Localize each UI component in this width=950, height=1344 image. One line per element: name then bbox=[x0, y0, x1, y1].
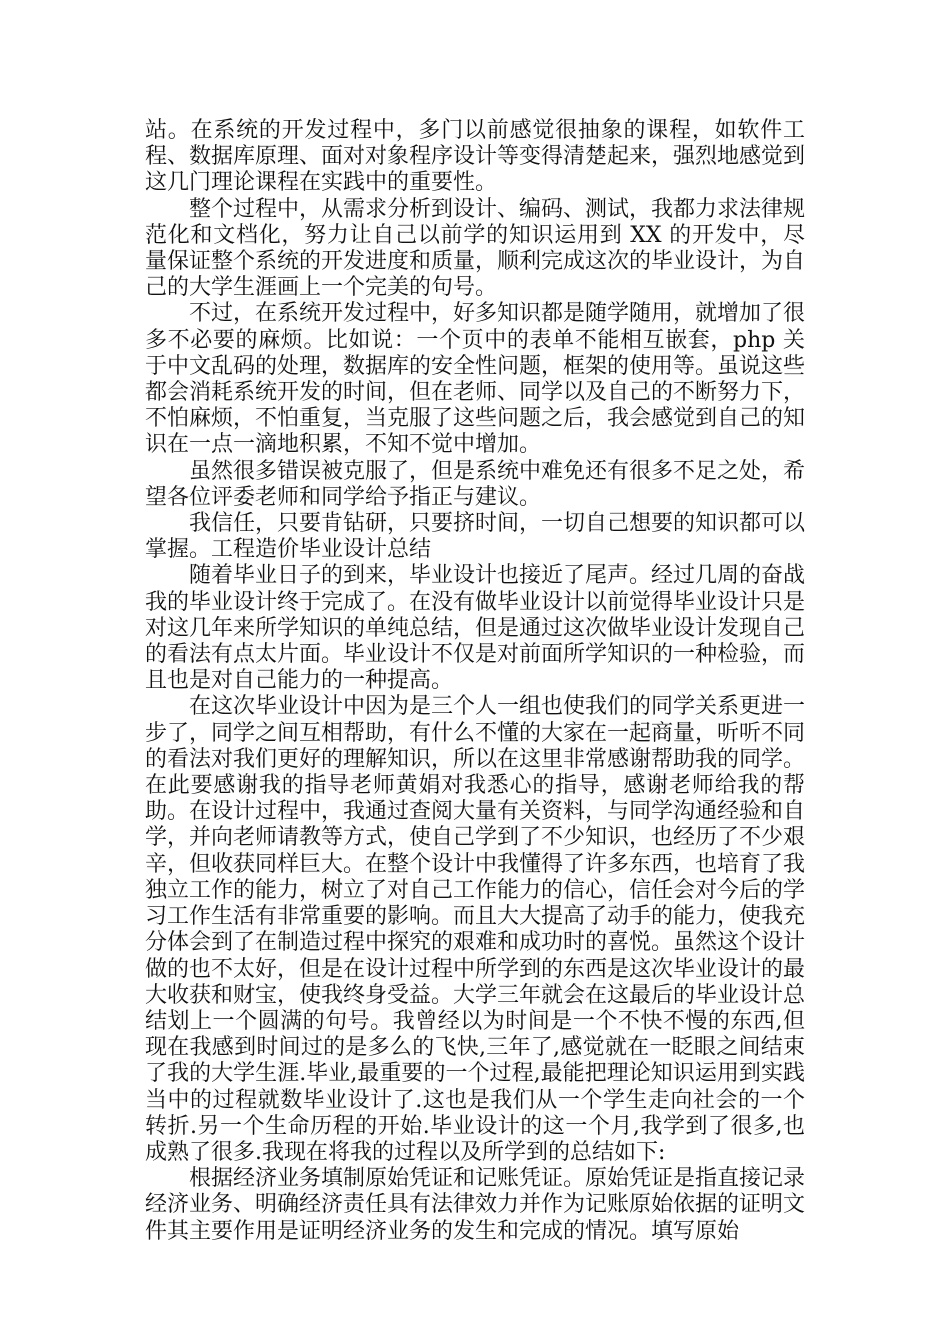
document-body bbox=[145, 118, 805, 1245]
paragraph-5: 我信任，只要肯钻研，只要挤时间，一切自己想要的知识都可以掌握。工程造价毕业设计总结 bbox=[145, 511, 806, 563]
paragraph-6: 随着毕业日子的到来，毕业设计也接近了尾声。经过几周的奋战我的毕业设计终于完成了。在没有做毕业设计以前觉得毕业设计只是对这几年来所学知识的单纯总结，但是通过这次做毕业设计发现自己的看法有点太片面。毕业设计不仅是对前面所学知识的一种检验，而且也是对自己能力的一种提高。 bbox=[145, 563, 806, 694]
paragraph-7: 在这次毕业设计中因为是三个人一组也使我们的同学关系更进一步了，同学之间互相帮助，有什么不懂的大家在一起商量，听听不同的看法对我们更好的理解知识，所以在这里非常感谢帮助我的同学。在此要感谢我的指导老师黄娟对我悉心的指导，感谢老师给我的帮助。在设计过程中，我通过查阅大量有关资料，与同学沟通经验和自学，并向老师请教等方式，使自己学到了不少知识，也经历了不少艰辛，但收获同样巨大。在整个设计中我懂得了许多东西，也培育了我独立工作的能力，树立了对自己工作能力的信心，信任会对今后的学习工作生活有非常重要的影响。而且大大提高了动手的能力，使我充分体会到了在制造过程中探究的艰难和成功时的喜悦。虽然这个设计做的也不太好，但是在设计过程中所学到的东西是这次毕业设计的最大收获和财宝，使我终身受益。大学三年就会在这最后的毕业设计总结划上一个圆满的句号。我曾经以为时间是一个不快不慢的东西,但现在我感到时间过的是多么的飞快,三年了,感觉就在一眨眼之间结束了我的大学生涯.毕业,最重要的一个过程,最能把理论知识运用到实践当中的过程就数毕业设计了.这也是我们从一个学生走向社会的一个转折.另一个生命历程的开始.毕业设计的这一个月,我学到了很多,也成熟了很多.我现在将我的过程以及所学到的总结如下: bbox=[145, 694, 806, 1165]
paragraph-8: 根据经济业务填制原始凭证和记账凭证。原始凭证是指直接记录经济业务、明确经济责任具有法律效力并作为记账原始依据的证明文件其主要作用是证明经济业务的发生和完成的情况。填写原始 bbox=[145, 1166, 806, 1244]
paragraph-3: 不过，在系统开发过程中，好多知识都是随学随用，就增加了很多不必要的麻烦。比如说：一个页中的表单不能相互嵌套，php 关于中文乱码的处理，数据库的安全性问题，框架的使用等。虽说这些都会消耗系统开发的时间，但在老师、同学以及自己的不断努力下，不怕麻烦，不怕重复，当克服了这些问题之后，我会感觉到自己的知识在一点一滴地积累，不知不觉中增加。 bbox=[145, 301, 806, 458]
paragraph-1: 站。在系统的开发过程中，多门以前感觉很抽象的课程，如软件工程、数据库原理、面对对象程序设计等变得清楚起来，强烈地感觉到这几门理论课程在实践中的重要性。 bbox=[145, 118, 806, 196]
paragraph-2: 整个过程中，从需求分析到设计、编码、测试，我都力求法律规范化和文档化，努力让自己以前学的知识运用到 XX 的开发中，尽量保证整个系统的开发进度和质量，顺利完成这次的毕业设计，为自己的大学生涯画上一个完美的句号。 bbox=[145, 196, 806, 301]
paragraph-4: 虽然很多错误被克服了，但是系统中难免还有很多不足之处，希望各位评委老师和同学给予指正与建议。 bbox=[145, 458, 806, 510]
